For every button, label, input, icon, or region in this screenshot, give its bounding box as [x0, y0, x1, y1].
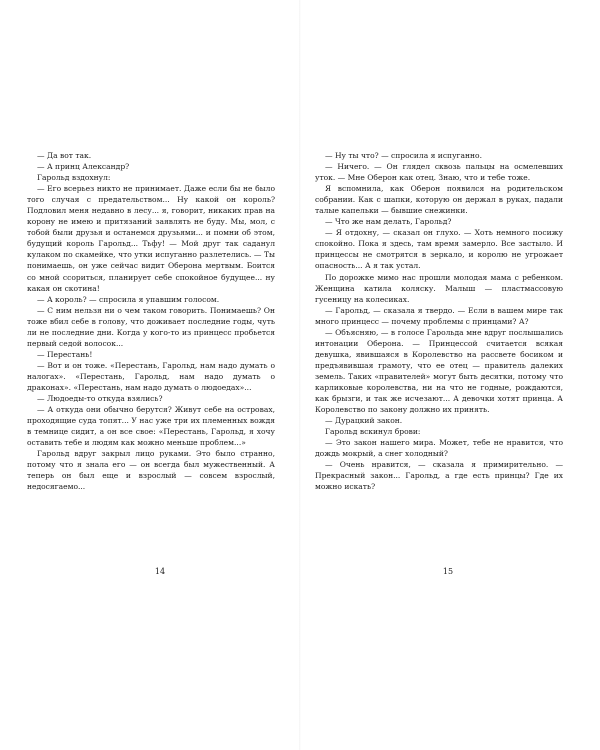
paragraph: — С ним нельзя ни о чем таком говорить. Понимаешь? Он тоже вбил себе в голову, что доживает последние годы, чуть ли не последние дни. Когда у кого-то из принцесс пробьется первый седой волосок...	[27, 305, 275, 348]
paragraph: Гарольд вскинул брови:	[325, 427, 421, 437]
left-page-text	[27, 150, 275, 492]
paragraph: — Перестань!	[37, 349, 93, 359]
paragraph: Гарольд вздохнул:	[37, 173, 111, 183]
paragraph: — Да вот так.	[37, 151, 92, 160]
paragraph: Я вспомнила, как Оберон появился на родительском собрании. Как с шапки, которую он держал в руках, падали талые капельки — бывшие снежинки.	[315, 184, 563, 216]
paragraph: — Ну ты что? — спросила я испуганно.	[325, 151, 482, 160]
paragraph: — Вот и он тоже. «Перестань, Гарольд, нам надо думать о налогах». «Перестань, Гарольд, нам надо думать о драконах». «Перестань, нам надо думать о людоедах»...	[27, 360, 275, 392]
paragraph: — Это закон нашего мира. Может, тебе не нравится, что дождь мокрый, а снег холодный?	[315, 438, 563, 459]
paragraph: — Что же нам делать, Гарольд?	[325, 217, 452, 227]
paragraph: — Я отдохну, — сказал он глухо. — Хоть немного посижу спокойно. Пока я здесь, там время замерло. Все застыло. И принцессы не смотрятся в зеркало, и королю не угрожает опасность... А я так устал.	[315, 228, 563, 271]
paragraph: — А откуда они обычно берутся? Живут себе на островах, проходящие суда топят... У нас уже три их племенных вождя в темнице сидит, а он все свое: «Перестань, Гарольд, я хочу оставить тебе и людям как можно меньше проблем...»	[27, 405, 275, 448]
left-page	[27, 150, 275, 690]
right-page	[315, 150, 563, 690]
page-gutter	[299, 0, 301, 750]
paragraph: — А король? — спросила я упавшим голосом.	[37, 294, 220, 304]
page-number-right: 15	[442, 567, 454, 576]
paragraph: — Дурацкий закон.	[325, 416, 403, 426]
paragraph: — Гарольд, — сказала я твердо. — Если в вашем мире так много принцесс — почему проблемы с принцами? А?	[315, 305, 563, 326]
paragraph: — Людоеды-то откуда взялись?	[37, 394, 163, 404]
paragraph: Гарольд вдруг закрыл лицо руками. Это было странно, потому что я знала его — он всегда был мужественный. А теперь он был еще и взрослый — совсем взрослый, недосягаемо...	[27, 449, 275, 492]
paragraph: — Ничего. — Он глядел сквозь пальцы на осмелевших уток. — Мне Оберон как отец. Знаю, что и тебе тоже.	[315, 162, 563, 183]
paragraph: — Объясняю, — в голосе Гарольда мне вдруг послышались интонации Оберона. — Принцессой считается всякая девушка, явившаяся в Королевство на рассвете босиком и предъявившая грамоту, что ее отец — правитель далеких земель. Таких «правителей» могут быть десятки, потому что карликовые королевства, ни на что не годные, рождаются, как брызги, и так же исчезают... А девочки хотят принца. А Королевство по закону должно их принять.	[315, 327, 563, 415]
paragraph: — Очень нравится, — сказала я примирительно. — Прекрасный закон... Гарольд, а где есть принцы? Где их можно искать?	[315, 460, 563, 492]
paragraph: По дорожке мимо нас прошли молодая мама с ребенком. Женщина катила коляску. Малыш — пластмассовую гусеницу на колесиках.	[315, 272, 563, 304]
paragraph: — Его всерьез никто не принимает. Даже если бы не было того случая с предательством... Ну какой он король? Подловил меня недавно в лесу... я, говорит, никаких прав на корону не имею и притязаний заявлять не буду. Мы, мол, с тобой были друзья и останемся друзьями... и помни об этом, будущий король Гарольд... Тьфу! — Мой друг так саданул кулаком по скамейке, что утки испуганно разлетелись. — Ты понимаешь, он уже сейчас видит Оберона мертвым. Боится со мной ссориться, планирует себе спокойное будущее... ну какая он скотина!	[27, 184, 275, 293]
right-page-text	[315, 150, 563, 492]
page-number-left: 14	[154, 567, 166, 576]
paragraph: — А принц Александр?	[37, 162, 130, 172]
